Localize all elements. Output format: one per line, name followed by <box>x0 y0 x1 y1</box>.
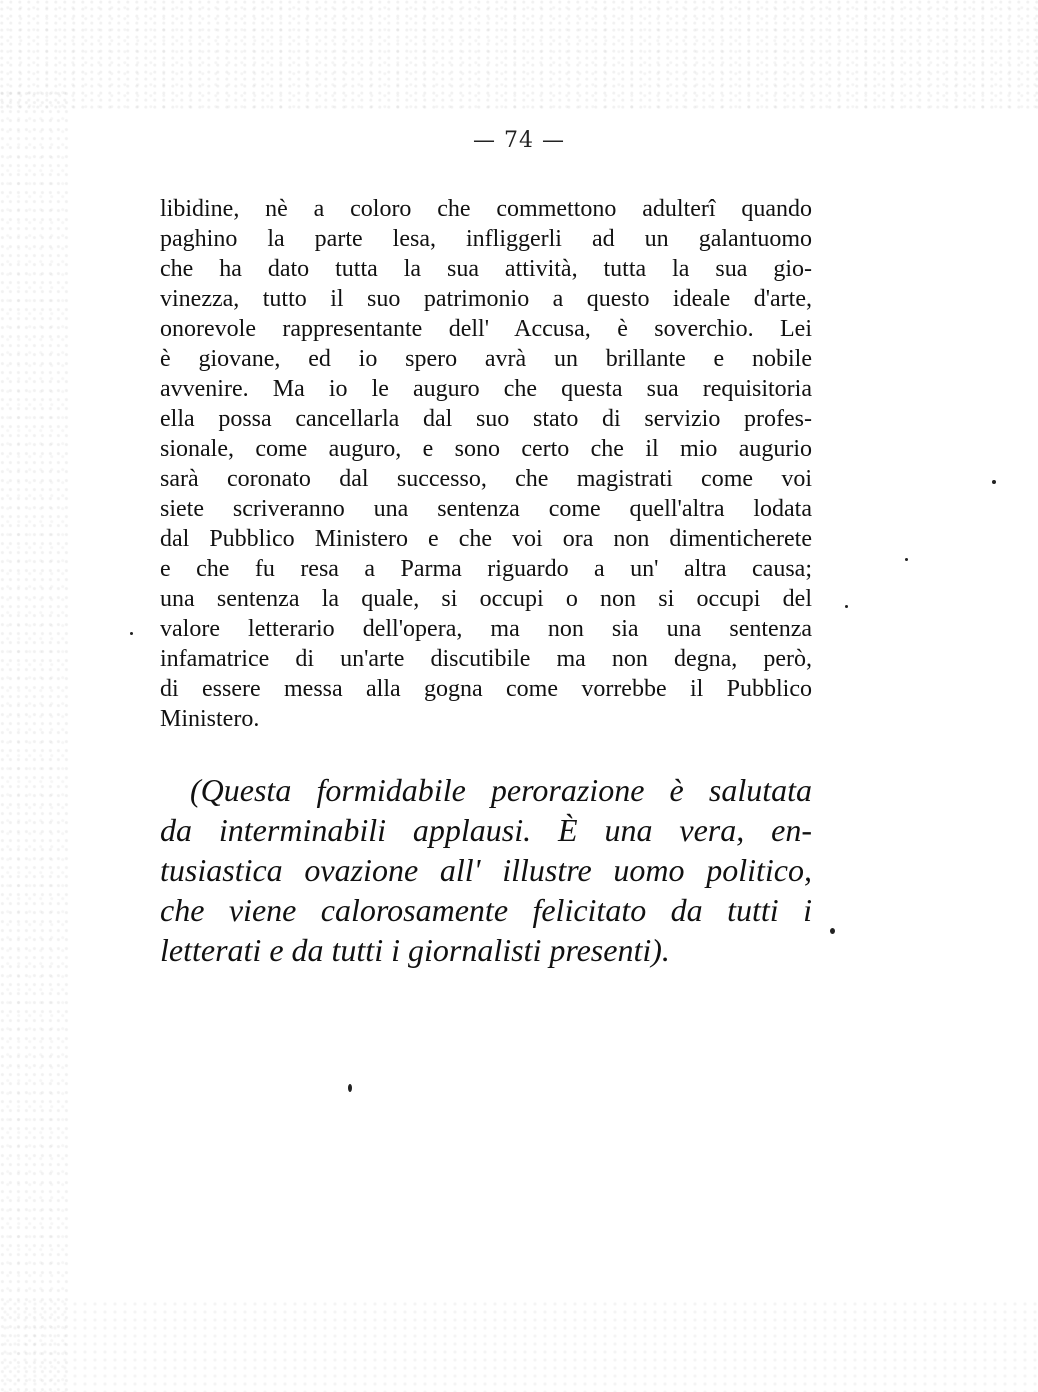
body-line: è giovane, ed io spero avrà un brillante e nobile <box>160 346 812 372</box>
ink-speck <box>992 480 996 484</box>
scan-noise-left <box>0 90 70 1392</box>
ink-speck <box>905 558 908 561</box>
scan-noise-bottom <box>0 1300 1038 1392</box>
body-line: valore letterario dell'opera, ma non sia una sentenza <box>160 616 812 642</box>
body-line: avvenire. Ma io le auguro che questa sua requisitoria <box>160 376 812 402</box>
ink-speck <box>130 632 133 635</box>
body-line: onorevole rappresentante dell' Accusa, è soverchio. Lei <box>160 316 812 342</box>
body-paragraph <box>160 194 812 734</box>
ink-speck <box>845 605 848 608</box>
body-line: una sentenza la quale, si occupi o non si occupi del <box>160 586 812 612</box>
ink-speck <box>830 928 835 934</box>
body-line: e che fu resa a Parma riguardo a un' altra causa; <box>160 556 812 582</box>
body-line: libidine, nè a coloro che commettono adulterî quando <box>160 196 812 222</box>
ink-speck <box>348 1084 352 1092</box>
italic-line: letterati e da tutti i giornalisti presenti). <box>160 932 670 968</box>
italic-line: che viene calorosamente felicitato da tutti i <box>160 892 812 928</box>
body-line: dal Pubblico Ministero e che voi ora non dimenticherete <box>160 526 812 552</box>
body-line: paghino la parte lesa, infliggerli ad un galantuomo <box>160 226 812 252</box>
italic-stage-direction <box>160 770 812 970</box>
scan-noise-top <box>0 0 1038 110</box>
italic-line: tusiastica ovazione all' illustre uomo politico, <box>160 852 812 888</box>
body-line: sionale, come auguro, e sono certo che il mio augurio <box>160 436 812 462</box>
body-line: ella possa cancellarla dal suo stato di servizio profes- <box>160 406 812 432</box>
body-line: di essere messa alla gogna come vorrebbe il Pubblico <box>160 676 812 702</box>
body-line: Ministero. <box>160 706 260 732</box>
body-line: siete scriveranno una sentenza come quell'altra lodata <box>160 496 812 522</box>
italic-line: (Questa formidabile perorazione è salutata <box>190 772 812 808</box>
italic-line: da interminabili applausi. È una vera, en- <box>160 812 812 848</box>
body-line: sarà coronato dal successo, che magistrati come voi <box>160 466 812 492</box>
body-line: infamatrice di un'arte discutibile ma non degna, però, <box>160 646 812 672</box>
page-number: — 74 — <box>473 128 565 153</box>
body-line: che ha dato tutta la sua attività, tutta la sua gio- <box>160 256 812 282</box>
body-line: vinezza, tutto il suo patrimonio a questo ideale d'arte, <box>160 286 812 312</box>
